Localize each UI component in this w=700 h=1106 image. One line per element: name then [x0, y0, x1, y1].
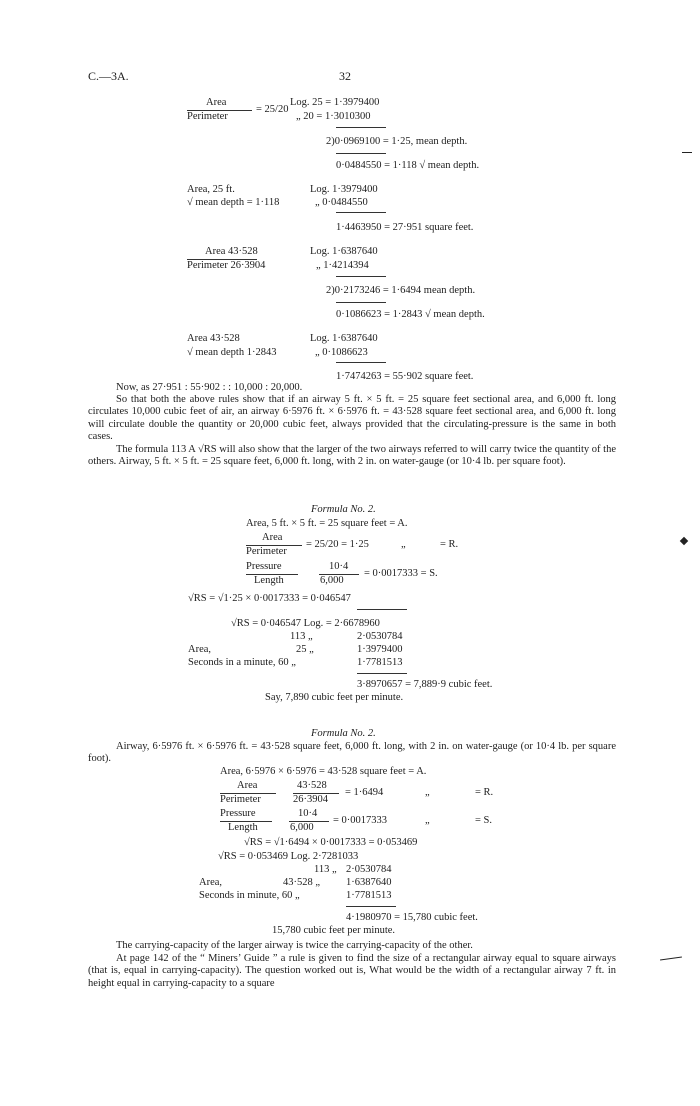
formula2-intro: Airway, 6·5976 ft. × 6·5976 ft. = 43·528 square feet, 6,000 ft. long, with 2 in. on water-gauge (or 10·4 lb. per square foot).	[88, 741, 616, 765]
calc2-log-area-2: Log. 1·6387640	[310, 333, 378, 344]
formula1-area-line: Area, 5 ft. × 5 ft. = 25 square feet = A.	[246, 518, 408, 529]
formula2-area-43: 43·528 „	[283, 877, 321, 888]
calc1-rule-2	[336, 153, 386, 154]
paragraph-formula-113: The formula 113 A √RS will also show that the larger of the two airways referred to will carry twice the quantity of the others. Airway, 5 ft. × 5 ft. = 25 square feet, 6,000 ft. long, with 2 in. on water-gauge (or 10·4 lb. per square foot).	[88, 444, 616, 468]
formula2-area-line: Area, 6·5976 × 6·5976 = 43·528 square feet = A.	[220, 766, 427, 777]
formula1-log-seconds: 1·7781513	[357, 657, 403, 668]
calc2-sqrt-label: √ mean depth 1·2843	[187, 347, 277, 358]
calc2-log-sqrt: „ 0·1086623	[315, 347, 368, 358]
document-reference: C.—3A.	[88, 69, 129, 83]
calc2-log-perimeter: „ 1·4214394	[316, 260, 369, 271]
margin-mark	[680, 537, 688, 545]
formula1-area-25: 25 „	[296, 644, 314, 655]
formula1-perimeter-label: Perimeter	[246, 546, 287, 557]
formula2-s-label: = S.	[475, 815, 493, 826]
calc1-area-label: Area	[206, 97, 227, 108]
formula2-length-value: 6,000	[290, 822, 314, 833]
formula2-seconds-label: Seconds in minute, 60 „	[199, 890, 300, 901]
calc2-mean-depth: 2)0·2173246 = 1·6494 mean depth.	[326, 285, 476, 296]
formula1-log-area: 1·3979400	[357, 644, 403, 655]
formula1-log-113: 2·0530784	[357, 631, 403, 642]
calc2-rule-1	[336, 276, 386, 277]
formula1-pressure-label: Pressure	[246, 561, 282, 572]
calc2-log-area: Log. 1·6387640	[310, 246, 378, 257]
formula1-seconds-label: Seconds in a minute, 60 „	[188, 657, 296, 668]
calc1-result: 1·4463950 = 27·951 square feet.	[336, 222, 474, 233]
paragraph-miners-guide: At page 142 of the “ Miners’ Guide ” a rule is given to find the size of a rectangular airway equal to square airways (that is, equal in carrying-capacity). The question worked out is, What would be the width of a rectangular airway 7 ft. in height equal in carrying-capacity to a square	[88, 953, 616, 989]
formula2-s-value: = 0·0017333	[333, 815, 388, 826]
formula1-constant-113: 113 „	[290, 631, 313, 642]
calc2-perimeter-label: Perimeter 26·3904	[187, 260, 266, 271]
formula2-title: Formula No. 2.	[311, 728, 376, 739]
calc1-perimeter-label: Perimeter	[187, 111, 228, 122]
formula1-result: 3·8970657 = 7,889·9 cubic feet.	[357, 679, 493, 690]
calc2-result: 1·7474263 = 55·902 square feet.	[336, 371, 474, 382]
calc2-rule-2	[336, 302, 386, 303]
calc1-rule-1	[336, 127, 386, 128]
formula2-r-label: = R.	[475, 787, 494, 798]
formula1-area-row-label: Area,	[188, 644, 212, 655]
calc2-sqrt-mean-depth: 0·1086623 = 1·2843 √ mean depth.	[336, 309, 485, 320]
calc2-area-43: Area 43·528	[187, 333, 240, 344]
formula2-log-113: 2·0530784	[346, 864, 392, 875]
calc1-sqrt-mean-depth: 0·0484550 = 1·118 √ mean depth.	[336, 160, 480, 171]
paragraph-comparison: So that both the above rules show that if an airway 5 ft. × 5 ft. = 25 square feet sectional area, and 6,000 ft. long circulates 10,000 cubic feet of air, an airway 6·5976 ft. × 6·5976 ft. = 43·528 square feet sectional area, and 6,000 ft. long will circulate double the quantity or 20,000 cubic feet, always provided that the circulating-pressure is the same in both cases.	[88, 394, 616, 443]
formula1-title: Formula No. 2.	[311, 504, 376, 515]
paragraph-ratio: Now, as 27·951 : 55·902 : : 10,000 : 20,000.	[116, 382, 303, 393]
formula2-rule-1	[346, 906, 396, 907]
formula2-result: 4·1980970 = 15,780 cubic feet.	[346, 912, 478, 923]
formula2-perimeter-value: 26·3904	[293, 794, 328, 805]
page-number: 32	[339, 69, 351, 83]
formula2-log-area: 1·6387640	[346, 877, 392, 888]
calc1-sqrt-label: √ mean depth = 1·118	[187, 197, 280, 208]
margin-mark	[660, 956, 682, 960]
formula1-root-rs: √RS = √1·25 × 0·0017333 = 0·046547	[188, 593, 351, 604]
formula2-constant-113: 113 „	[314, 864, 337, 875]
formula2-say: 15,780 cubic feet per minute.	[272, 925, 396, 936]
formula1-r-label: = R.	[440, 539, 459, 550]
calc2-area-label: Area 43·528	[205, 246, 258, 257]
formula2-perimeter-label: Perimeter	[220, 794, 261, 805]
formula2-area-row-label: Area,	[199, 877, 223, 888]
formula2-area-value: 43·528	[297, 780, 327, 791]
formula1-ditto-1: „	[401, 539, 406, 550]
formula1-s-value: = 0·0017333 = S.	[364, 568, 438, 579]
formula2-log-seconds: 1·7781513	[346, 890, 392, 901]
formula2-root-rs: √RS = √1·6494 × 0·0017333 = 0·053469	[244, 837, 418, 848]
formula1-length-label: Length	[254, 575, 284, 586]
calc1-area-25: Area, 25 ft.	[187, 184, 235, 195]
calc1-log-20: „ 20 = 1·3010300	[296, 111, 371, 122]
formula2-root-rs-log: √RS = 0·053469 Log. 2·7281033	[218, 851, 359, 862]
formula2-ditto-1: „	[425, 787, 430, 798]
paragraph-carrying-capacity: The carrying-capacity of the larger airway is twice the carrying-capacity of the other.	[116, 940, 473, 951]
margin-mark	[682, 152, 692, 153]
formula1-area-label: Area	[262, 532, 283, 543]
formula1-say: Say, 7,890 cubic feet per minute.	[265, 692, 404, 703]
calc1-log-sqrt: „ 0·0484550	[315, 197, 368, 208]
calc1-log-25: Log. 25 = 1·3979400	[290, 97, 380, 108]
formula2-pressure-value: 10·4	[298, 808, 318, 819]
formula1-root-rs-log: √RS = 0·046547 Log. = 2·6678960	[231, 618, 380, 629]
formula1-rule-1	[357, 609, 407, 610]
calc1-rule-3	[336, 212, 386, 213]
calc1-ratio: = 25/20	[256, 104, 289, 115]
formula1-length-value: 6,000	[320, 575, 344, 586]
formula1-r-value: = 25/20 = 1·25	[306, 539, 369, 550]
calc2-rule-3	[336, 362, 386, 363]
formula2-pressure-label: Pressure	[220, 808, 256, 819]
formula2-ditto-2: „	[425, 815, 430, 826]
calc1-mean-depth: 2)0·0969100 = 1·25, mean depth.	[326, 136, 468, 147]
formula2-r-value: = 1·6494	[345, 787, 384, 798]
formula2-length-label: Length	[228, 822, 258, 833]
calc1-log-area: Log. 1·3979400	[310, 184, 378, 195]
formula1-pressure-value: 10·4	[329, 561, 349, 572]
formula1-rule-2	[357, 673, 407, 674]
formula2-area-label: Area	[237, 780, 258, 791]
